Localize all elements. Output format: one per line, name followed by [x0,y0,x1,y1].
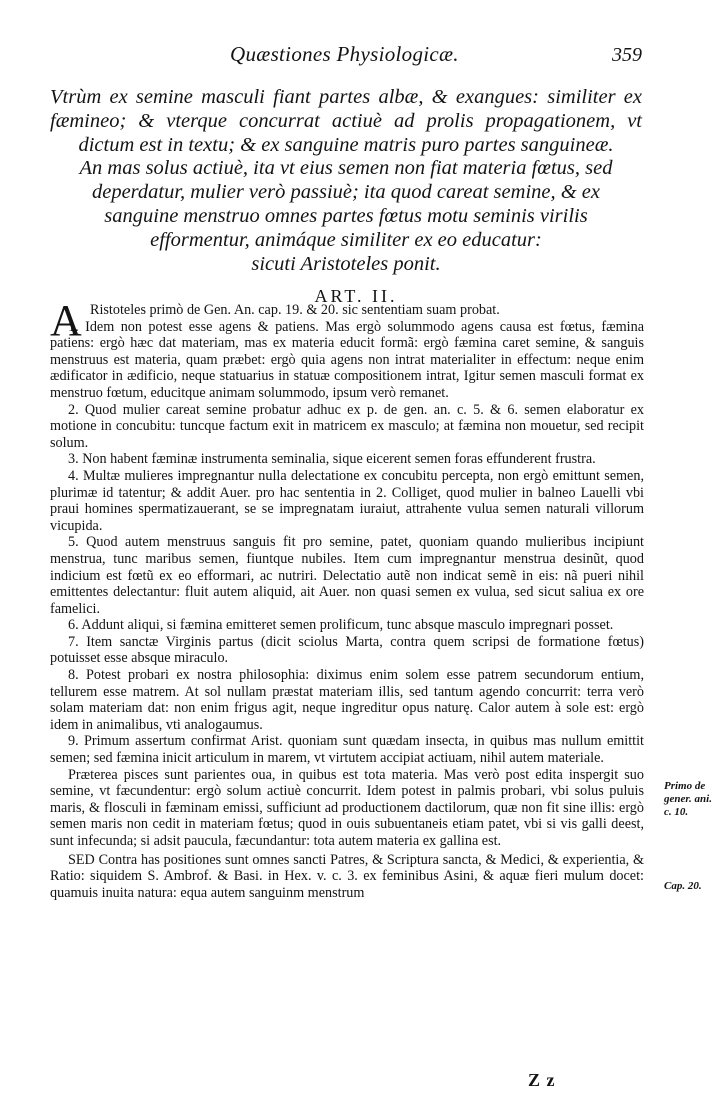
title-line: sicuti Aristoteles ponit. [251,252,441,275]
paragraph: 2. Quod mulier careat semine probatur adhuc ex p. de gen. an. c. 5. & 6. semen elaboratur ex motione in concubitu: tuncque factum exit in matricem ex masculo; at fæmina non mouetur, sed recipit solum. [50,401,644,451]
title-line: deperdatur, mulier verò passiuè; ita quod careat semine, & ex [91,181,601,204]
title-line: Vtrùm ex semine masculi fiant partes albæ, & exangues: similiter ex [50,86,642,108]
paragraph-text: Ristoteles primò de Gen. An. cap. 19. & 20. sic sententiam suam probat. [90,302,500,318]
article-heading: ART. II. [314,286,398,306]
title-line: fæmineo; & vterque concurrat actiuè ad prolis propagationem, vt [50,109,642,132]
title-line: efformentur, animáque similiter ex eo educatur: [150,228,542,251]
paragraph: 9. Primum assertum confirmat Arist. quoniam sunt quædam insecta, in quibus mas nullum emittit semen; sed fæmina inicit articulum in marem, vt virtutem accipiat actiuam, nihil autem materiale. [50,733,644,767]
title-line: An mas solus actiuè, ita vt eius semen non fiat materia fœtus, sed [79,157,613,180]
question-title [50,86,642,276]
page-number: 359 [612,44,642,66]
paragraph: 4. Multæ mulieres impregnantur nulla delectatione ex concubitu percepta, non ergò emittunt semen, plurimæ id tatentur; & addit Auer. pro hac sententia in 2. Colliget, quod mulier in balneo Lauelli vbi praui homines spermatizauerant, se se impregnatam iuraiut, attrahente vulua semen naturali villorum vicupida. [50,467,644,534]
paragraph: 8. Potest probari ex nostra philosophia: diximus enim solem esse patrem secundorum entium, tellurem esse matrem. At sol nullam præstat materiam illis, sed tantum agendo concurrit: terra verò solam materiam dat: non enim frigus agit, neque ingreditur opus naturę. Calor autem à sole est: ergò idem in animalibus, vti analogaumus. [50,667,644,733]
paragraph: 6. Addunt aliqui, si fæmina emitteret semen prolificum, tunc absque masculo impregnari posset. [68,617,614,634]
drop-cap: A [50,296,82,345]
paragraph: Præterea pisces sunt parientes oua, in quibus est tota materia. Mas verò post edita inspergit suo semine, vt fæcundentur: ergò solum actiuè concurrit. Idem potest in palmis probari, vbi solus puluis maris, & flosculi in fæminam emissi, sufficiunt ad productionem dactilorum, quæ non fit sine illis: ergò semen maris non cedit in materiam fœtus; quod in ouis subuentaneis etiam patet, vbi si vis galli deest, sunt infecunda; si adsit paucula, fæcundantur: tota autem materia ex gallina est. [50,766,644,849]
running-title: Quæstiones Physiologicæ. [230,42,459,66]
paragraph: 1. Idem non potest esse agens & patiens. Mas ergò solummodo agens causa est fœtus, fæmina patiens: ergò hæc dat materiam, mas ex materia educit formã: ergò fæmina caret semine, & sanguis menstruus est materia, quam præbet: ergò quia agens non intrat materialiter in effectum: neque enim ædificator in ædificio, neque statuarius in statuæ compositionem intrat, Igitur semen masculi format ex menstruo fœtum, educitque animam solummodo, ipsum verò remanet. [50,318,644,401]
running-head [60,40,642,68]
paragraph: 7. Item sanctæ Virginis partus (dicit sciolus Marta, contra quem scripsi de formatione fœtus) potuisset esse absque miraculo. [50,633,644,667]
paragraph: 3. Non habent fæminæ instrumenta seminalia, sique eicerent semen foras effunderent frustra. [68,451,596,468]
paragraph: 5. Quod autem menstruus sanguis fit pro semine, patet, quoniam quando mulieribus incipiunt menstrua, tunc maribus semen, fiuntque nubiles. Item cum impregnantur menstrua desinũt, quod indicium est fœtũ ex eo efformari, ac nutriri. Delectatio autẽ non indicat semẽ in eis: nã pueri nihil emittentes delectantur: fluit autem aliquid, ait Auer. non quasi semen ex vulua, sed sicut saliua ex ore famelici. [50,534,644,617]
signature-mark: Z z [528,1070,556,1090]
paragraph-sed: SED Contra has positiones sunt omnes sancti Patres, & Scriptura sancta, & Medici, & experientia, & Ratio: siquidem S. Ambrof. & Basi. in Hex. v. c. 3. ex feminibus Asini, & aquæ fieri mulum docet: quamuis inuita natura: equa autem sanguinm menstrum [50,851,644,901]
title-line: sanguine menstruo omnes partes fœtus motu seminis virilis [104,204,588,227]
title-line: dictum est in textu; & ex sanguine matris puro partes sanguineæ. [78,133,614,156]
margin-note: Primo de gener. ani. c. 10. [664,780,712,818]
margin-note: Cap. 20. [664,880,702,892]
